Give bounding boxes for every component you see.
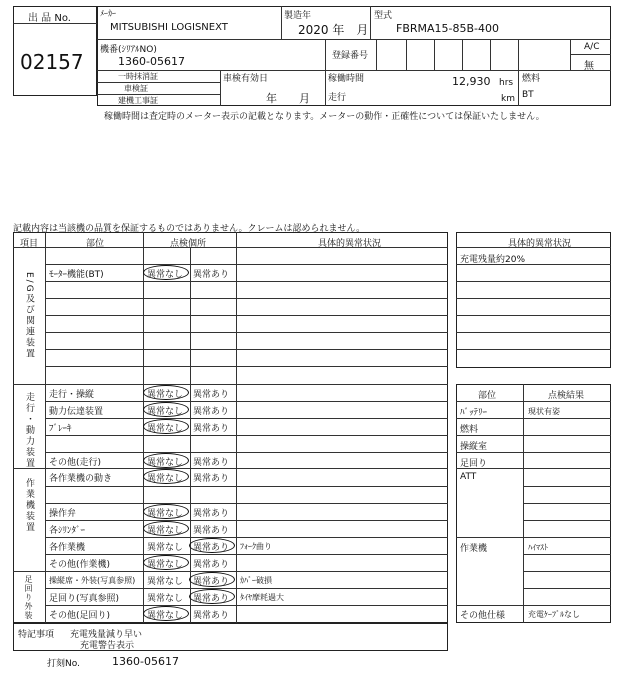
stamp-value: 1360-05617 [112,655,179,668]
check-circle [143,402,189,417]
hours-value: 12,930 [452,75,491,88]
maker-label: ﾒｰｶｰ [100,9,116,18]
inspection-date: 年 月 [266,92,310,105]
row-abnormal: 異常あり [193,560,230,570]
result-value-other: 充電ｹｰﾌﾞﾙなし [528,610,580,619]
row-abnormal: 異常あり [193,577,230,587]
row-part: 走行・操縦 [49,390,95,400]
special-line1: 充電残量減り早い [70,630,143,640]
check-circle [143,555,189,570]
ac-value: 無 [584,61,594,72]
check-circle [143,385,189,400]
meter-note: 稼働時間は査定時のメーター表示の記載となります。メーターの動作・正確性については保証いたしません。 [104,112,545,122]
stamp-label: 打刻No. [47,659,80,669]
quality-note: 記載内容は当該機の品質を保証するものではありません。クレームは認められません。 [13,224,366,234]
result-part-undercarriage: 足回り [460,459,488,469]
result-value-work: ﾊｲﾏｽﾄ [528,543,548,552]
inspection-label: 車検有効日 [223,74,269,84]
cert3: 建機工事証 [118,96,158,105]
year-label: 製造年 [284,11,312,21]
row-normal: 異常なし [147,474,184,484]
model: FBRMA15-85B-400 [396,22,500,35]
row-part: 動力伝達装置 [49,407,104,417]
row-normal: 異常なし [147,560,184,570]
serial: 1360-05617 [118,55,185,68]
row-abnormal: 異常あり [193,270,230,280]
special-label: 特記事項 [18,630,55,640]
row-abnormal: 異常あり [193,594,230,604]
row-abnormal: 異常あり [193,509,230,519]
row-normal: 異常なし [147,577,184,587]
hours-unit: hrs [499,78,514,88]
result-part-cab: 操縦室 [460,442,488,452]
reg-label: 登録番号 [332,51,369,61]
row-abnormal: 異常あり [193,458,230,468]
check-circle [189,589,235,604]
result-part-fuel: 燃料 [460,425,479,435]
check-circle [189,572,235,587]
col-detail: 具体的異常状況 [318,239,382,249]
row-detail: ｶﾊﾞｰ破損 [240,576,272,585]
detail-header: 具体的異常状況 [508,239,572,249]
row-part: ﾓｰﾀｰ機能(BT) [49,270,104,280]
check-circle [143,504,189,519]
part-header: 部位 [478,391,497,401]
section-drive-label: 走行・動力装置 [24,392,34,469]
hours-label: 稼働時間 [328,74,365,84]
result-part-work: 作業機 [460,544,488,554]
cert1: 一時抹消証 [118,72,158,81]
year-value: 2020 年 月 [298,23,369,37]
section-work-label: 作業機装置 [24,478,34,533]
fuel-value: BT [522,90,534,100]
row-normal: 異常なし [147,390,184,400]
check-circle [189,538,235,553]
row-part: 操作弁 [49,509,77,519]
km-unit: km [501,94,515,104]
row-abnormal: 異常あり [193,390,230,400]
row-part: 各ｼﾘﾝﾀﾞｰ [49,526,86,536]
result-part-other: その他仕様 [460,611,506,621]
check-circle [143,521,189,536]
row-part: ﾌﾞﾚｰｷ [49,424,72,434]
result-value-battery: 現状有姿 [528,407,560,416]
special-line2: 充電警告表示 [80,641,135,651]
model-label: 型式 [374,11,393,21]
check-circle [143,469,189,484]
exhibit-no: 02157 [20,50,84,74]
row-normal: 異常なし [147,526,184,536]
row-part: その他(作業機) [49,560,111,570]
row-abnormal: 異常あり [193,543,230,553]
row-normal: 異常なし [147,509,184,519]
mileage-label: 走行 [328,93,347,103]
result-part-battery: ﾊﾞｯﾃﾘｰ [460,408,488,418]
result-part-att: ATT [460,472,477,482]
row-abnormal: 異常あり [193,424,230,434]
row-part: 各作業機の動き [49,474,113,484]
row-normal: 異常なし [147,611,184,621]
maker: MITSUBISHI LOGISNEXT [110,22,228,33]
check-circle [143,606,189,621]
row-normal: 異常なし [147,543,184,553]
row-part: 各作業機 [49,543,86,553]
col-item: 項目 [20,239,39,249]
row-abnormal: 異常あり [193,474,230,484]
row-abnormal: 異常あり [193,611,230,621]
row-part: 操縦席・外装(写真参照) [49,576,136,585]
section-under-label: 足回り外装 [24,575,33,620]
row-normal: 異常なし [147,270,184,280]
row-part: 足回り(写真参照) [49,594,120,604]
fuel-label: 燃料 [522,74,541,84]
exhibit-no-label: 出 品 No. [28,13,71,24]
check-circle [143,453,189,468]
row-detail: ﾀｲﾔ摩耗過大 [240,593,284,602]
row-part: その他(足回り) [49,611,111,621]
section-engine-label: E/G及び関連装置 [24,272,34,360]
row-abnormal: 異常あり [193,526,230,536]
check-circle [143,265,189,280]
row-detail: ﾌｫｰｸ曲り [240,542,272,551]
row-normal: 異常なし [147,458,184,468]
cert2: 車検証 [124,84,148,93]
row-abnormal: 異常あり [193,407,230,417]
result-header: 点検結果 [548,391,585,401]
detail-value: 充電残量約20% [460,255,526,265]
row-normal: 異常なし [147,407,184,417]
row-normal: 異常なし [147,594,184,604]
ac-label: A/C [584,42,600,52]
check-circle [143,419,189,434]
serial-label: 機番(ｼﾘｱﾙNO) [100,45,157,55]
row-normal: 異常なし [147,424,184,434]
col-check: 点検個所 [170,239,207,249]
row-part: その他(走行) [49,458,102,468]
col-part: 部位 [86,239,105,249]
